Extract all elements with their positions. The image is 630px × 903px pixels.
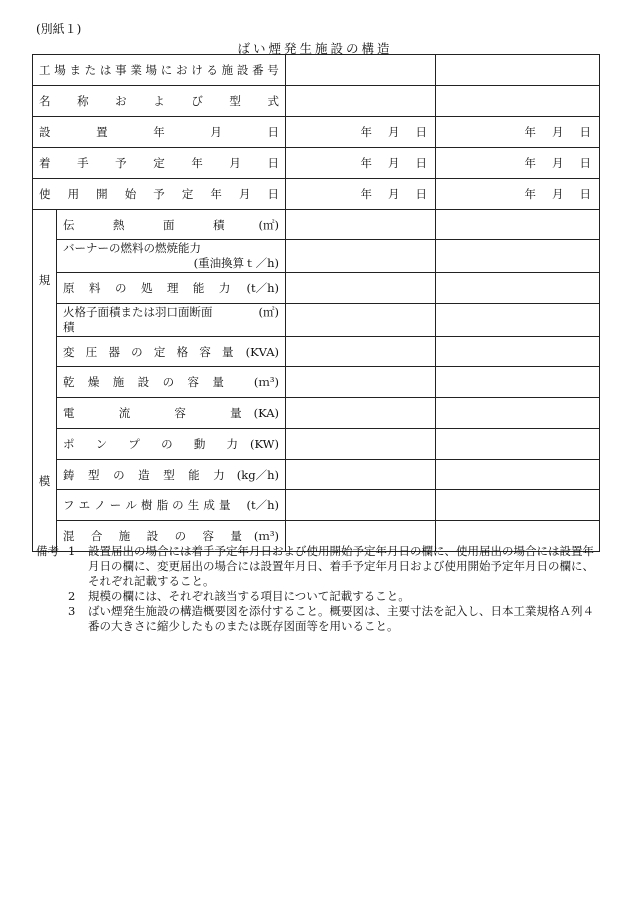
label-char: 能 xyxy=(188,467,200,482)
label-char: 力 xyxy=(226,437,239,451)
label-char: ノ xyxy=(94,498,106,512)
label-char: 工 xyxy=(39,63,51,77)
label-char: 置 xyxy=(96,125,108,139)
label-char: 施 xyxy=(118,529,131,543)
label-char: 熱 xyxy=(113,217,125,232)
notes-section xyxy=(36,544,596,634)
label-char: 理 xyxy=(166,281,179,295)
label-char: プ xyxy=(128,437,140,451)
label-char: に xyxy=(160,63,173,77)
use-date-input-2[interactable] xyxy=(436,179,600,210)
label-char: 施 xyxy=(221,63,234,77)
label-char: 年 xyxy=(524,125,536,139)
current-input-1[interactable] xyxy=(286,398,436,429)
label-char: 年 xyxy=(360,156,372,170)
label-char: お xyxy=(175,63,188,77)
label-char: の xyxy=(131,344,143,359)
label-char: け xyxy=(191,63,203,77)
label-char: 年 xyxy=(360,125,372,139)
label-char: 燥 xyxy=(87,375,100,389)
label-char: 面 xyxy=(163,217,175,232)
label-char: 流 xyxy=(118,406,131,420)
casting-input-2[interactable] xyxy=(436,460,600,490)
label-char: 量 xyxy=(222,344,234,359)
label-char: の xyxy=(161,437,173,451)
label-char: 動 xyxy=(193,437,206,451)
grate-area-input-2[interactable] xyxy=(436,304,600,337)
note-item: 2 規模の欄には、それぞれ該当する項目について記載すること。 xyxy=(68,589,410,603)
casting-input-1[interactable] xyxy=(286,460,436,490)
label-char: は xyxy=(99,63,112,77)
label-char: 用 xyxy=(67,187,80,201)
dryer-input-2[interactable] xyxy=(436,367,600,398)
label-char: 生 xyxy=(187,498,200,512)
label-char: 日 xyxy=(415,156,427,170)
row-start-date xyxy=(33,148,600,179)
label-char: 月 xyxy=(210,125,222,139)
label-char: お xyxy=(115,94,127,108)
label-char: 日 xyxy=(415,125,427,139)
label-char: 混 xyxy=(63,529,75,543)
label-char: ン xyxy=(95,437,108,451)
label-char: 容 xyxy=(202,529,214,543)
row-heat-area xyxy=(33,210,600,240)
start-date-input-2[interactable] xyxy=(436,148,600,179)
label-char: 造 xyxy=(138,467,150,482)
label-char: 設 xyxy=(236,63,249,77)
label-char: 施 xyxy=(112,375,125,389)
use-date-label xyxy=(39,186,279,202)
label-char: 力 xyxy=(213,467,225,482)
label-char: 月 xyxy=(238,187,251,201)
grate-area-input-1[interactable] xyxy=(286,304,436,337)
label-char: 日 xyxy=(267,187,279,201)
label-char: ま xyxy=(69,63,81,77)
label-char: 積 xyxy=(213,217,225,232)
label-char: 鋳 xyxy=(63,467,75,482)
label-char: 型 xyxy=(229,94,241,108)
attachment-label: (別紙１) xyxy=(36,22,82,36)
label-char: た xyxy=(84,63,97,77)
label-char: 力 xyxy=(218,281,231,295)
heat-area-input-1[interactable] xyxy=(286,210,436,240)
transformer-input-1[interactable] xyxy=(286,337,436,367)
label-char: の xyxy=(114,281,127,295)
label-char: 月 xyxy=(552,125,564,139)
row-facility-number xyxy=(33,55,600,86)
label-char: 電 xyxy=(63,406,75,420)
label-char: 能 xyxy=(192,281,205,295)
label-char: フ xyxy=(63,498,75,512)
burner-input-2[interactable] xyxy=(436,240,600,273)
label-char: 月 xyxy=(388,156,400,170)
label-char: 定 xyxy=(153,156,165,170)
label-char: 容 xyxy=(199,344,211,359)
facility-number-input-1[interactable] xyxy=(286,55,436,86)
dryer-input-1[interactable] xyxy=(286,367,436,398)
label-char: 月 xyxy=(229,156,241,170)
dryer-label: 乾 燥 施 設 の 容 量 (ｍ³) xyxy=(63,375,279,389)
label-char: 型 xyxy=(163,467,175,482)
label-char: 番 xyxy=(252,63,264,77)
row-burner xyxy=(33,240,600,273)
label-char: の xyxy=(172,498,184,512)
label-char: 設 xyxy=(39,125,51,139)
pump-label: ポ ン プ の 動 力 (KW) xyxy=(63,437,279,451)
label-char: 圧 xyxy=(85,344,98,359)
scale-side-bottom: 模 xyxy=(38,474,51,488)
name-model-input-1[interactable] xyxy=(286,86,436,117)
installation-date-label xyxy=(39,124,279,140)
label-char: 乾 xyxy=(63,375,75,389)
label-char: び xyxy=(191,94,203,108)
form-title: ばい煙発生施設の構造 xyxy=(237,41,393,56)
facility-number-input-2[interactable] xyxy=(436,55,600,86)
label-char: 設 xyxy=(146,529,159,543)
label-char: 場 xyxy=(145,63,158,77)
label-char: 定 xyxy=(153,344,166,359)
row-casting xyxy=(33,460,600,490)
label-char: 年 xyxy=(360,187,372,201)
label-char: ー xyxy=(109,498,122,512)
label-char: 樹 xyxy=(140,498,153,512)
label-char: 業 xyxy=(130,63,142,77)
label-char: 称 xyxy=(77,94,89,108)
label-char: 開 xyxy=(96,187,108,201)
name-model-label xyxy=(39,93,279,109)
label-char: 容 xyxy=(187,375,199,389)
row-phenol xyxy=(33,490,600,521)
row-pump xyxy=(33,429,600,460)
label-char: 日 xyxy=(579,125,591,139)
mixing-label: 混 合 施 設 の 容 量 (ｍ³) xyxy=(63,529,279,543)
label-char: 量 xyxy=(230,529,242,543)
label-char: 始 xyxy=(124,187,137,201)
label-char: 日 xyxy=(267,125,279,139)
name-model-input-2[interactable] xyxy=(436,86,600,117)
label-char: 料 xyxy=(88,281,101,295)
note-item: 備考 1 設置届出の場合には着手予定年月日および使用開始予定年月日の欄に、使用届出の場合には設置年月日の欄に、変更届出の場合には設置年月日、着手予定年月日および使用開始予定年月日の欄に、それぞれ記載すること。 xyxy=(36,544,594,588)
heat-area-label: 伝 熱 面 積 (㎡) xyxy=(63,217,279,232)
row-use-date xyxy=(33,179,600,210)
structure-table xyxy=(32,54,600,552)
current-label: 電 流 容 量 (KA) xyxy=(63,406,279,420)
label-char: 量 xyxy=(230,406,242,420)
label-char: よ xyxy=(153,94,165,108)
casting-label: 鋳 型 の 造 型 能 力 (kg／h) xyxy=(63,467,279,482)
raw-material-input-1[interactable] xyxy=(286,273,436,304)
row-current xyxy=(33,398,600,429)
start-date-label xyxy=(39,155,279,171)
phenol-input-1[interactable] xyxy=(286,490,436,521)
label-char: 使 xyxy=(39,187,51,201)
start-date-input-1[interactable] xyxy=(286,148,436,179)
label-char: 型 xyxy=(88,467,100,482)
label-char: ポ xyxy=(63,437,75,451)
transformer-input-2[interactable] xyxy=(436,337,600,367)
phenol-input-2[interactable] xyxy=(436,490,600,521)
row-grate-area xyxy=(33,304,600,337)
raw-material-input-2[interactable] xyxy=(436,273,600,304)
label-char: 予 xyxy=(115,156,127,170)
row-name-model xyxy=(33,86,600,117)
label-char: 日 xyxy=(267,156,279,170)
label-char: 年 xyxy=(524,187,536,201)
row-dryer xyxy=(33,367,600,398)
notes-heading: 備考 xyxy=(36,544,59,558)
row-raw-material xyxy=(33,273,600,304)
label-char: 月 xyxy=(552,156,564,170)
label-char: ル xyxy=(125,498,137,512)
label-char: 式 xyxy=(267,94,279,108)
label-char: 成 xyxy=(203,498,215,512)
label-char: 器 xyxy=(108,344,120,359)
label-char: 年 xyxy=(153,125,165,139)
label-char: 量 xyxy=(212,375,224,389)
label-char: 量 xyxy=(218,498,231,512)
installation-date-input-1[interactable] xyxy=(286,117,436,148)
label-char: る xyxy=(206,63,218,77)
label-char: 月 xyxy=(552,187,564,201)
note-item: 3 ばい煙発生施設の構造概要図を添付すること。概要図は、主要寸法を記入し、日本工業規格Ａ列４番の大きさに縮少したものまたは既存図面等を用いること。 xyxy=(68,604,594,633)
label-char: 容 xyxy=(174,406,186,420)
heat-area-input-2[interactable] xyxy=(436,210,600,240)
row-installation-date xyxy=(33,117,600,148)
pump-input-2[interactable] xyxy=(436,429,600,460)
label-char: 脂 xyxy=(156,498,169,512)
use-date-input-1[interactable] xyxy=(286,179,436,210)
label-char: 原 xyxy=(63,281,75,295)
label-char: 処 xyxy=(140,281,153,295)
installation-date-input-2[interactable] xyxy=(436,117,600,148)
label-char: 月 xyxy=(388,125,400,139)
label-char: 月 xyxy=(388,187,400,201)
label-char: エ xyxy=(78,498,91,512)
label-char: 事 xyxy=(115,63,127,77)
phenol-label: フ エ ノ ー ル 樹 脂 の 生 成 量 (t／h) xyxy=(63,498,279,512)
scale-side-top: 規 xyxy=(38,273,51,287)
label-char: の xyxy=(174,529,187,543)
scale-side-label xyxy=(33,210,57,552)
pump-input-1[interactable] xyxy=(286,429,436,460)
label-char: 予 xyxy=(153,187,165,201)
label-char: 年 xyxy=(210,187,222,201)
label-char: 名 xyxy=(39,94,51,108)
burner-label: バーナーの燃料の燃焼能力 (重油換算ｔ／h) xyxy=(57,240,286,273)
label-char: 合 xyxy=(90,529,103,543)
label-char: 場 xyxy=(54,63,66,77)
label-char: 着 xyxy=(39,156,51,170)
label-char: 格 xyxy=(176,344,189,359)
label-char: 日 xyxy=(579,187,591,201)
grate-area-label: 火格子面積または羽口面断面 (㎡) 積 xyxy=(57,304,286,337)
label-char: の xyxy=(162,375,175,389)
label-char: 伝 xyxy=(63,217,75,232)
label-char: 年 xyxy=(524,156,536,170)
label-char: 設 xyxy=(137,375,150,389)
label-char: 手 xyxy=(77,156,89,170)
facility-number-label xyxy=(39,62,279,78)
label-char: 日 xyxy=(415,187,427,201)
current-input-2[interactable] xyxy=(436,398,600,429)
label-char: の xyxy=(113,467,125,482)
raw-material-label: 原 料 の 処 理 能 力 (t／h) xyxy=(63,281,279,295)
row-transformer xyxy=(33,337,600,367)
label-char: 日 xyxy=(579,156,591,170)
label-char: 号 xyxy=(267,63,279,77)
burner-input-1[interactable] xyxy=(286,240,436,273)
label-char: 年 xyxy=(191,156,203,170)
transformer-label: 変 圧 器 の 定 格 容 量 (KVA) xyxy=(63,344,279,359)
label-char: 変 xyxy=(63,344,75,359)
label-char: 定 xyxy=(181,187,194,201)
